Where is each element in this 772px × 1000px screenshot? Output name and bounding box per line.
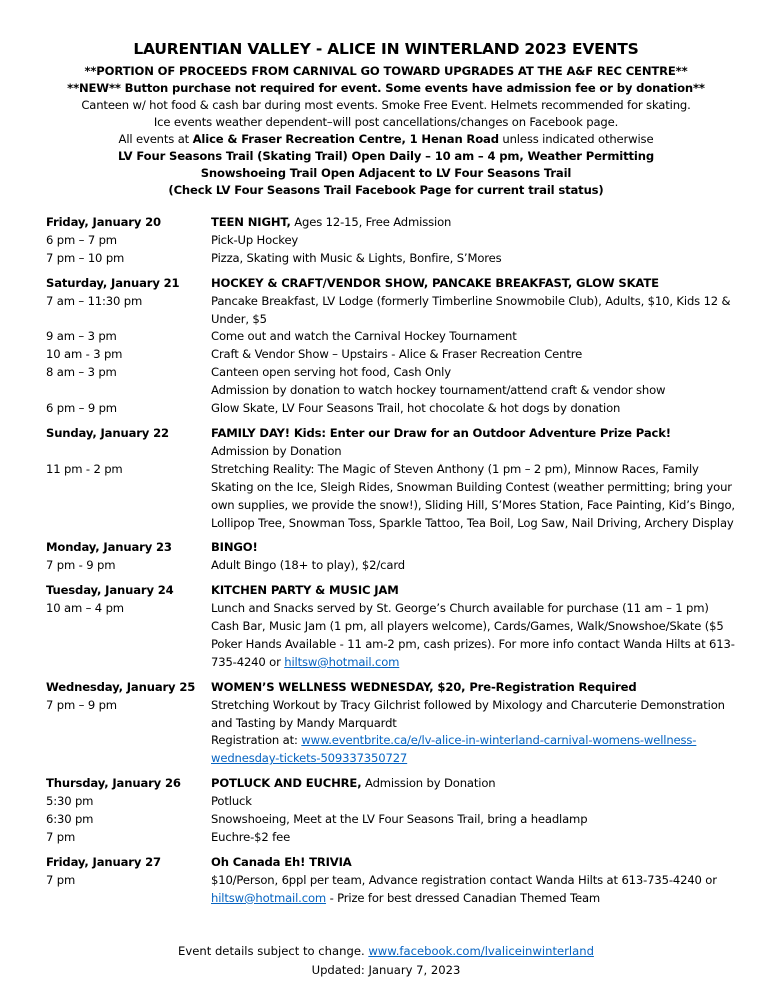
updated-date: Updated: January 7, 2023: [311, 963, 461, 977]
proceeds-note: **PORTION OF PROCEEDS FROM CARNIVAL GO TOWARD UPGRADES AT THE A&F REC CENTRE**: [84, 64, 688, 78]
event-time: 7 am – 11:30 pm: [46, 293, 143, 308]
event-time: 6 pm – 9 pm: [46, 401, 117, 416]
button-note: **NEW** Button purchase not required for event. Some events have admission fee or by donation**: [67, 81, 705, 95]
schedule-row: [46, 697, 746, 733]
event-description: Euchre-$2 fee: [211, 830, 291, 844]
event-description: Admission by Donation: [211, 443, 342, 458]
event-description: Lunch and Snacks served by St. George’s Church available for purchase (11 am – 1 pm) Cash Bar, Music Jam (1 pm, all players welcome), Cards/Games, Walk/Snowshoe/Skate ($5 Poker Hands Available - 11 am-2 pm, cash prizes). For more info contact Wanda Hilts at 613-735-4240 or hiltsw@hotmail.com: [211, 601, 735, 669]
event-day-block: [46, 275, 746, 418]
event-time: 7 pm - 9 pm: [46, 558, 116, 573]
event-day: Thursday, January 26: [46, 776, 181, 791]
event-day-block: [46, 854, 746, 908]
schedule-row: [46, 732, 746, 768]
event-title: TEEN NIGHT, Ages 12-15, Free Admission: [211, 215, 452, 229]
facebook-link[interactable]: www.facebook.com/lvaliceinwinterland: [368, 944, 594, 958]
event-day: Friday, January 27: [46, 854, 161, 869]
schedule-row: [46, 872, 746, 908]
event-time: 9 am – 3 pm: [46, 329, 117, 344]
event-day: Tuesday, January 24: [46, 583, 174, 598]
contact-link[interactable]: www.eventbrite.ca/e/lv-alice-in-winterland-carnival-womens-wellness-wednesday-tickets-509337350727: [211, 733, 697, 766]
schedule-row: [46, 382, 746, 400]
event-title: KITCHEN PARTY & MUSIC JAM: [211, 583, 399, 598]
event-heading-row: [46, 854, 746, 872]
schedule-row: [46, 793, 746, 811]
event-time: 6:30 pm: [46, 812, 94, 827]
event-day-block: [46, 775, 746, 847]
schedule-row: [46, 346, 746, 364]
event-description: $10/Person, 6ppl per team, Advance registration contact Wanda Hilts at 613-735-4240 or hiltsw@hotmail.com - Prize for best dressed Canadian Themed Team: [211, 872, 717, 905]
event-time: 10 am – 4 pm: [46, 601, 124, 616]
event-title: BINGO!: [211, 540, 258, 555]
event-time: 7 pm – 9 pm: [46, 697, 117, 712]
weather-note: Ice events weather dependent–will post cancellations/changes on Facebook page.: [153, 115, 619, 129]
event-day-block: [46, 539, 746, 575]
event-time: 5:30 pm: [46, 794, 94, 809]
footer-subject-line: Event details subject to change. www.facebook.com/lvaliceinwinterland: [178, 944, 594, 958]
schedule-row: [46, 232, 746, 250]
event-title: WOMEN’S WELLNESS WEDNESDAY, $20, Pre-Registration Required: [211, 679, 637, 694]
schedule-row: [46, 293, 746, 329]
event-heading-row: [46, 214, 746, 232]
schedule-row: [46, 400, 746, 418]
location-note: All events at Alice & Fraser Recreation Centre, 1 Henan Road unless indicated otherwise: [118, 132, 654, 146]
event-description: Potluck: [211, 794, 252, 809]
event-description: Registration at: www.eventbrite.ca/e/lv-alice-in-winterland-carnival-womens-wellness-wednesday-tickets-509337350727: [211, 733, 697, 766]
event-day: Wednesday, January 25: [46, 679, 196, 694]
event-heading-row: [46, 275, 746, 293]
event-day-block: [46, 425, 746, 532]
event-description: Adult Bingo (18+ to play), $2/card: [211, 558, 405, 573]
event-description: Craft & Vendor Show – Upstairs - Alice & Fraser Recreation Centre: [211, 347, 583, 362]
event-description: Pick-Up Hockey: [211, 232, 299, 247]
page-title: LAURENTIAN VALLEY - ALICE IN WINTERLAND 2023 EVENTS: [133, 40, 639, 58]
event-time: 11 pm - 2 pm: [46, 461, 123, 476]
event-title: Oh Canada Eh! TRIVIA: [211, 854, 352, 869]
trail-status-note: (Check LV Four Seasons Trail Facebook Page for current trail status): [168, 183, 604, 197]
event-title: POTLUCK AND EUCHRE, Admission by Donation: [211, 776, 496, 791]
event-day: Friday, January 20: [46, 215, 161, 229]
canteen-note: Canteen w/ hot food & cash bar during most events. Smoke Free Event. Helmets recommended for skating.: [81, 98, 691, 112]
event-day: Sunday, January 22: [46, 425, 169, 440]
event-time: 8 am – 3 pm: [46, 365, 117, 380]
event-description: Canteen open serving hot food, Cash Only: [211, 365, 451, 380]
event-day-block: [46, 679, 746, 769]
schedule-row: [46, 829, 746, 847]
event-description: Stretching Workout by Tracy Gilchrist followed by Mixology and Charcuterie Demonstration and Tasting by Mandy Marquardt: [211, 697, 725, 730]
event-heading-row: [46, 775, 746, 793]
schedule-row: [46, 811, 746, 829]
event-description: Come out and watch the Carnival Hockey Tournament: [211, 329, 517, 344]
contact-link[interactable]: hiltsw@hotmail.com: [211, 890, 327, 905]
snowshoe-note: Snowshoeing Trail Open Adjacent to LV Four Seasons Trail: [200, 166, 572, 180]
event-description: Admission by donation to watch hockey tournament/attend craft & vendor show: [211, 383, 666, 398]
event-time: 10 am - 3 pm: [46, 347, 123, 362]
schedule-row: [46, 461, 746, 533]
event-day: Saturday, January 21: [46, 275, 180, 290]
event-schedule: [46, 214, 746, 915]
event-time: 7 pm: [46, 830, 76, 844]
event-time: 6 pm – 7 pm: [46, 232, 117, 247]
event-title: FAMILY DAY! Kids: Enter our Draw for an Outdoor Adventure Prize Pack!: [211, 425, 671, 440]
event-heading-row: [46, 679, 746, 697]
event-title: HOCKEY & CRAFT/VENDOR SHOW, PANCAKE BREAKFAST, GLOW SKATE: [211, 275, 659, 290]
event-description: Snowshoeing, Meet at the LV Four Seasons Trail, bring a headlamp: [211, 812, 588, 827]
event-day: Monday, January 23: [46, 540, 172, 555]
schedule-row: [46, 600, 746, 672]
event-heading-row: [46, 582, 746, 600]
schedule-row: [46, 364, 746, 382]
event-heading-row: [46, 539, 746, 557]
event-time: 7 pm – 10 pm: [46, 250, 125, 265]
event-description: Stretching Reality: The Magic of Steven Anthony (1 pm – 2 pm), Minnow Races, Family Skating on the Ice, Sleigh Rides, Snowman Building Contest (weather permitting; bring your own supplies, we provide the snow!), Sliding Hill, S’Mores Station, Face Painting, Kid’s Bingo, Lollipop Tree, Snowman Toss, Sparkle Tattoo, Tea Boil, Log Saw, Nail Driving, Archery Display: [211, 461, 735, 530]
schedule-row: [46, 557, 746, 575]
event-time: 7 pm: [46, 872, 76, 887]
trail-note: LV Four Seasons Trail (Skating Trail) Open Daily – 10 am – 4 pm, Weather Permitting: [118, 149, 654, 163]
event-day-block: [46, 214, 746, 268]
event-day-block: [46, 582, 746, 672]
event-description: Pizza, Skating with Music & Lights, Bonfire, S’Mores: [211, 250, 502, 265]
schedule-row: [46, 443, 746, 461]
event-description: Glow Skate, LV Four Seasons Trail, hot chocolate & hot dogs by donation: [211, 401, 621, 416]
event-heading-row: [46, 425, 746, 443]
contact-link[interactable]: hiltsw@hotmail.com: [284, 654, 400, 669]
schedule-row: [46, 328, 746, 346]
event-description: Pancake Breakfast, LV Lodge (formerly Timberline Snowmobile Club), Adults, $10, Kids 12 & Under, $5: [211, 293, 731, 326]
schedule-row: [46, 250, 746, 268]
